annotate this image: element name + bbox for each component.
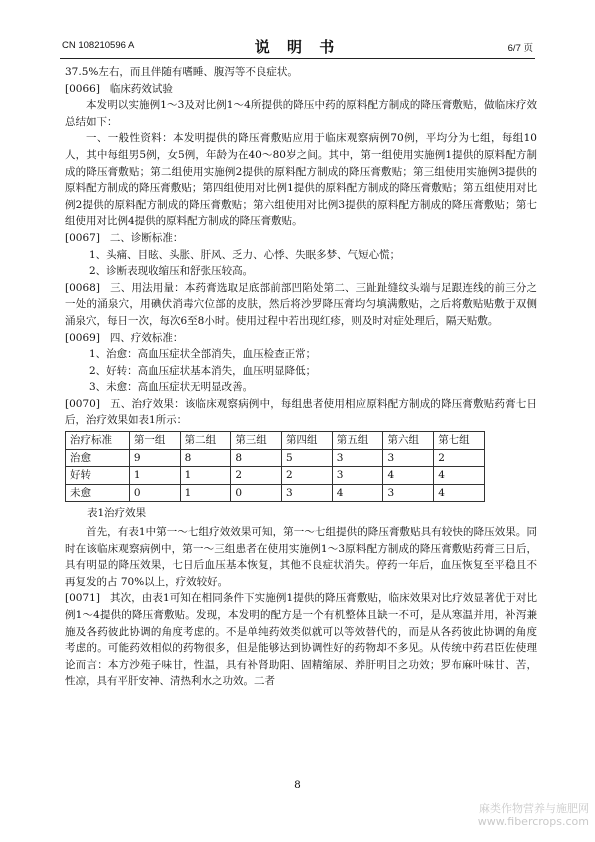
header-divider bbox=[60, 58, 535, 59]
efficacy-item-2: 2、好转：高血压症状基本消失，血压明显降低； bbox=[89, 364, 317, 377]
table-cell: 0 bbox=[129, 484, 180, 502]
table-header-cell: 第六组 bbox=[383, 432, 434, 450]
table-caption: 表1治疗效果 bbox=[87, 507, 147, 520]
paragraph-0070-analysis: 首先，有表1中第一～七组疗效效果可知，第一～七组提供的降压膏敷贴具有较快的降压效果。同时在该临床观察病例中，第一～三组患者在使用实施例1～3原料配方制成的降压膏敷贴药膏三日后，具有明显的降压效果，七日后血压基本恢复，其他不良症状消失。停药一年后，血压恢复至平稳且不再复发的占 70%以上，疗效较好。 bbox=[65, 526, 537, 588]
efficacy-item-1: 1、治愈：高血压症状全部消失，血压检查正常； bbox=[89, 348, 317, 361]
table-cell: 9 bbox=[129, 449, 180, 467]
paragraph-0067-heading bbox=[65, 230, 537, 247]
paragraph-number: [0066] bbox=[65, 82, 100, 95]
efficacy-item-3: 3、未愈：高血压症状无明显改善。 bbox=[89, 381, 254, 394]
paragraph-text: 其次，由表1可知在相同条件下实施例1提供的降压膏敷贴，临床效果对比疗效显著优于对比例1～4提供的降压膏敷贴。发现，本发明的配方是一个有机整体且缺一不可，是从寒温并用，补泻兼施及各药彼此协调的角度考虑的。不是单纯药效类似就可以等效替代的，而是从各药彼此协调的角度考虑的。可能药效相似的药物很多，但是能够达到协调性好的药物却不多见。从传统中药君臣佐使理论而言：本方沙苑子味甘，性温，具有补肾助阳、固精缩尿、养肝明目之功效；罗布麻叶味甘、苦，性凉，具有平肝安神、清热利水之功效。二者 bbox=[65, 592, 537, 688]
table-cell: 3 bbox=[332, 467, 383, 485]
table-cell: 5 bbox=[282, 449, 333, 467]
table-cell: 3 bbox=[383, 484, 434, 502]
table-cell: 好转 bbox=[66, 467, 130, 485]
diagnosis-item-2: 2、诊断表现收缩压和舒张压较高。 bbox=[89, 265, 254, 278]
paragraph-0068 bbox=[65, 280, 537, 330]
paragraph-text: 三、用法用量：本药膏选取足底部前部凹陷处第二、三趾趾缝纹头端与足跟连线的前三分之一处的涌泉穴，用碘伏消毒穴位部的皮肤，然后将沙罗降压膏均匀填满敷贴，之后将敷贴贴敷于双侧涌泉穴，每日一次，每次6至8小时。使用过程中若出现红疹，则及时对症处理后，隔天贴敷。 bbox=[65, 281, 537, 327]
table-cell: 8 bbox=[180, 449, 231, 467]
table-row bbox=[66, 467, 485, 485]
table-header-cell: 治疗标准 bbox=[66, 432, 130, 450]
table-cell: 2 bbox=[434, 449, 485, 467]
paragraph-number: [0069] bbox=[65, 331, 100, 344]
table-cell: 8 bbox=[231, 449, 282, 467]
paragraph-number: [0071] bbox=[65, 592, 100, 605]
paragraph-number: [0067] bbox=[65, 231, 100, 244]
paragraph-0071 bbox=[65, 590, 537, 690]
table-cell: 4 bbox=[332, 484, 383, 502]
table-row bbox=[66, 449, 485, 467]
table-header-cell: 第二组 bbox=[180, 432, 231, 450]
paragraph-0066-heading bbox=[65, 81, 537, 98]
paragraph-0069-heading bbox=[65, 330, 537, 347]
paragraph-text: 五、治疗效果：该临床观察病例中，每组患者使用相应原料配方制成的降压膏敷贴药膏七日后，治疗效果如表1所示： bbox=[65, 397, 537, 427]
watermark-title: 麻类作物营养与施肥网 bbox=[479, 802, 589, 815]
table-cell: 1 bbox=[180, 467, 231, 485]
doc-title: 说 明 书 bbox=[254, 38, 341, 56]
page-number: 8 bbox=[294, 779, 301, 791]
table-cell: 3 bbox=[282, 484, 333, 502]
treatment-results-table bbox=[65, 431, 485, 502]
table-row bbox=[66, 484, 485, 502]
table-header-cell: 第七组 bbox=[434, 432, 485, 450]
watermark-url: www.fibercrops.com bbox=[477, 815, 589, 828]
table-cell: 1 bbox=[180, 484, 231, 502]
paragraph-0066-intro: 本发明以实施例1～3及对比例1～4所提供的降压中药的原料配方制成的降压膏敷贴，做临床疗效总结如下： bbox=[65, 99, 537, 128]
table-header-cell: 第五组 bbox=[332, 432, 383, 450]
table-cell: 3 bbox=[383, 449, 434, 467]
paragraph-number: [0068] bbox=[65, 281, 100, 294]
table-cell: 0 bbox=[231, 484, 282, 502]
page-info: 6/7 页 bbox=[507, 43, 533, 54]
paragraph-0066-general: 一、一般性资料：本发明提供的降压膏敷贴应用于临床观察病例70例，平均分为七组，每组10人，其中每组男5例，女5例，年龄为在40～80岁之间。其中，第一组使用实施例1提供的原料配方制成的降压膏敷贴；第二组使用实施例2提供的原料配方制成的降压膏敷贴；第三组使用实施例3提供的原料配方制成的降压膏敷贴；第四组使用对比例1提供的原料配方制成的降压膏敷贴；第五组使用对比例2提供的原料配方制成的降压膏敷贴；第六组使用对比例3提供的原料配方制成的降压膏敷贴；第七组使用对比例4提供的原料配方制成的降压膏敷贴。 bbox=[65, 132, 537, 228]
table-cell: 4 bbox=[434, 467, 485, 485]
table-cell: 2 bbox=[282, 467, 333, 485]
paragraph-heading: 二、诊断标准： bbox=[109, 231, 184, 244]
paragraph-continued: 37.5%左右，而且伴随有嗜睡、腹泻等不良症状。 bbox=[65, 66, 298, 78]
table-cell: 3 bbox=[332, 449, 383, 467]
table-cell: 4 bbox=[434, 484, 485, 502]
table-cell: 4 bbox=[383, 467, 434, 485]
table-header-cell: 第一组 bbox=[129, 432, 180, 450]
document-body bbox=[65, 64, 537, 690]
doc-number: CN 108210596 A bbox=[62, 40, 135, 51]
page-header bbox=[60, 36, 535, 56]
table-header-row bbox=[66, 432, 485, 450]
paragraph-heading: 四、疗效标准： bbox=[109, 331, 184, 344]
diagnosis-item-1: 1、头痛、目眩、头胀、肝风、乏力、心悸、失眠多梦、气短心慌； bbox=[89, 248, 401, 261]
table-cell: 未愈 bbox=[66, 484, 130, 502]
table-cell: 1 bbox=[129, 467, 180, 485]
paragraph-number: [0070] bbox=[65, 397, 100, 410]
table-cell: 2 bbox=[231, 467, 282, 485]
watermark bbox=[478, 802, 589, 828]
table-cell: 治愈 bbox=[66, 449, 130, 467]
paragraph-heading: 临床药效试验 bbox=[109, 82, 173, 95]
paragraph-0070 bbox=[65, 396, 537, 429]
table-header-cell: 第三组 bbox=[231, 432, 282, 450]
table-header-cell: 第四组 bbox=[282, 432, 333, 450]
